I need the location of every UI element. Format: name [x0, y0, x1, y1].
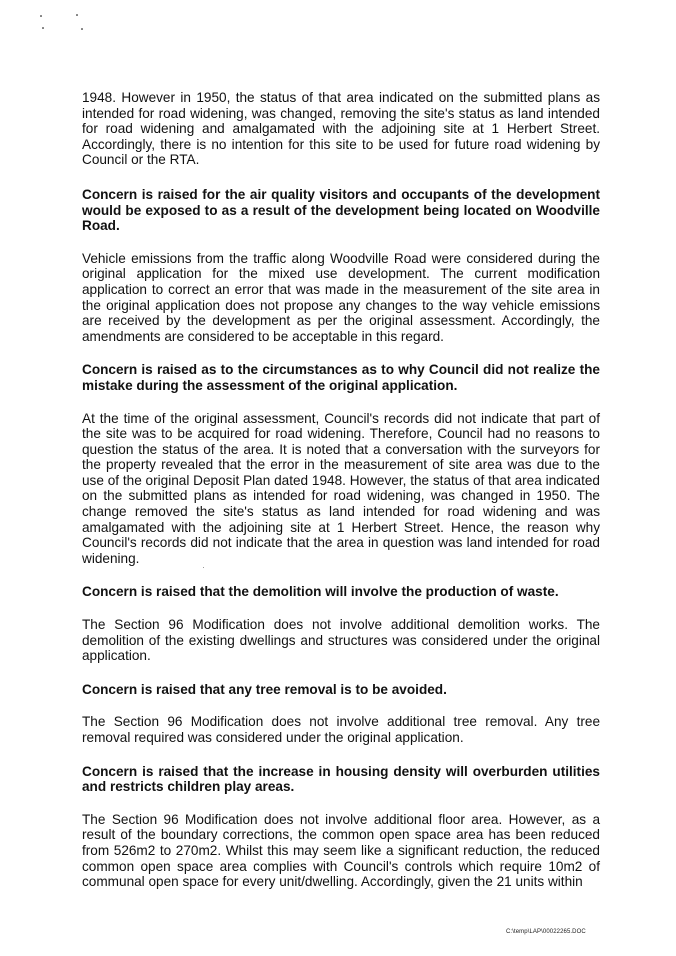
heading-council-mistake-concern: Concern is raised as to the circumstances as to why Council did not realize the mistake during the assessment of the original application.: [82, 362, 600, 393]
paragraph-road-widening-history: 1948. However in 1950, the status of that area indicated on the submitted plans as intended for road widening, was changed, removing the site's status as land intended for road widening and amalgamated with the adjoining site at 1 Herbert Street. Accordingly, there is no intention for this site to be used for future road widening by Council or the RTA.: [82, 90, 600, 168]
paragraph-open-space: The Section 96 Modification does not involve additional floor area. However, as a result of the boundary corrections, the common open space area has been reduced from 526m2 to 270m2. Whilst this may seem like a significant reduction, the reduced common open space area complies with Council's controls which require 10m2 of communal open space for every unit/dwelling. Accordingly, given the 21 units within: [82, 811, 600, 890]
scan-specks: [38, 12, 88, 32]
document-file-path: C:\temp\LAP\00022265.DOC: [506, 929, 586, 935]
paragraph-tree-removal: The Section 96 Modification does not involve additional tree removal. Any tree removal required was considered under the original application.: [82, 714, 600, 745]
paragraph-original-assessment: At the time of the original assessment, Council's records did not indicate that part of the site was to be acquired for road widening. Therefore, Council had no reasons to question the status of the area. It is noted that a conversation with the surveyors for the property revealed that the error in the measurement of site area was due to the use of the original Deposit Plan dated 1948. However, the status of that area indicated on the submitted plans as intended for road widening, was changed in 1950. The change removed the site's status as land intended for road widening and was amalgamated with the adjoining site at 1 Herbert Street. Hence, the reason why Council's records did not indicate that the area in question was land intended for road widening.: [82, 410, 600, 566]
heading-tree-removal-concern: Concern is raised that any tree removal is to be avoided.: [82, 681, 447, 697]
heading-air-quality-concern: Concern is raised for the air quality visitors and occupants of the development would be exposed to as a result of the development being located on Woodville Road.: [82, 186, 600, 234]
paragraph-vehicle-emissions: Vehicle emissions from the traffic along Woodville Road were considered during the original application for the mixed use development. The current modification application to correct an error that was made in the measurement of the site area in the original application does not propose any changes to the way vehicle emissions are received by the development as per the original assessment. Accordingly, the amendments are considered to be acceptable in this regard.: [82, 250, 600, 344]
heading-demolition-waste-concern: Concern is raised that the demolition will involve the production of waste.: [82, 584, 559, 600]
paragraph-demolition-works: The Section 96 Modification does not involve additional demolition works. The demolition of the existing dwellings and structures was considered under the original application.: [82, 617, 600, 664]
document-body: [82, 90, 600, 908]
heading-housing-density-concern: Concern is raised that the increase in housing density will overburden utilities and restricts children play areas.: [82, 763, 600, 795]
